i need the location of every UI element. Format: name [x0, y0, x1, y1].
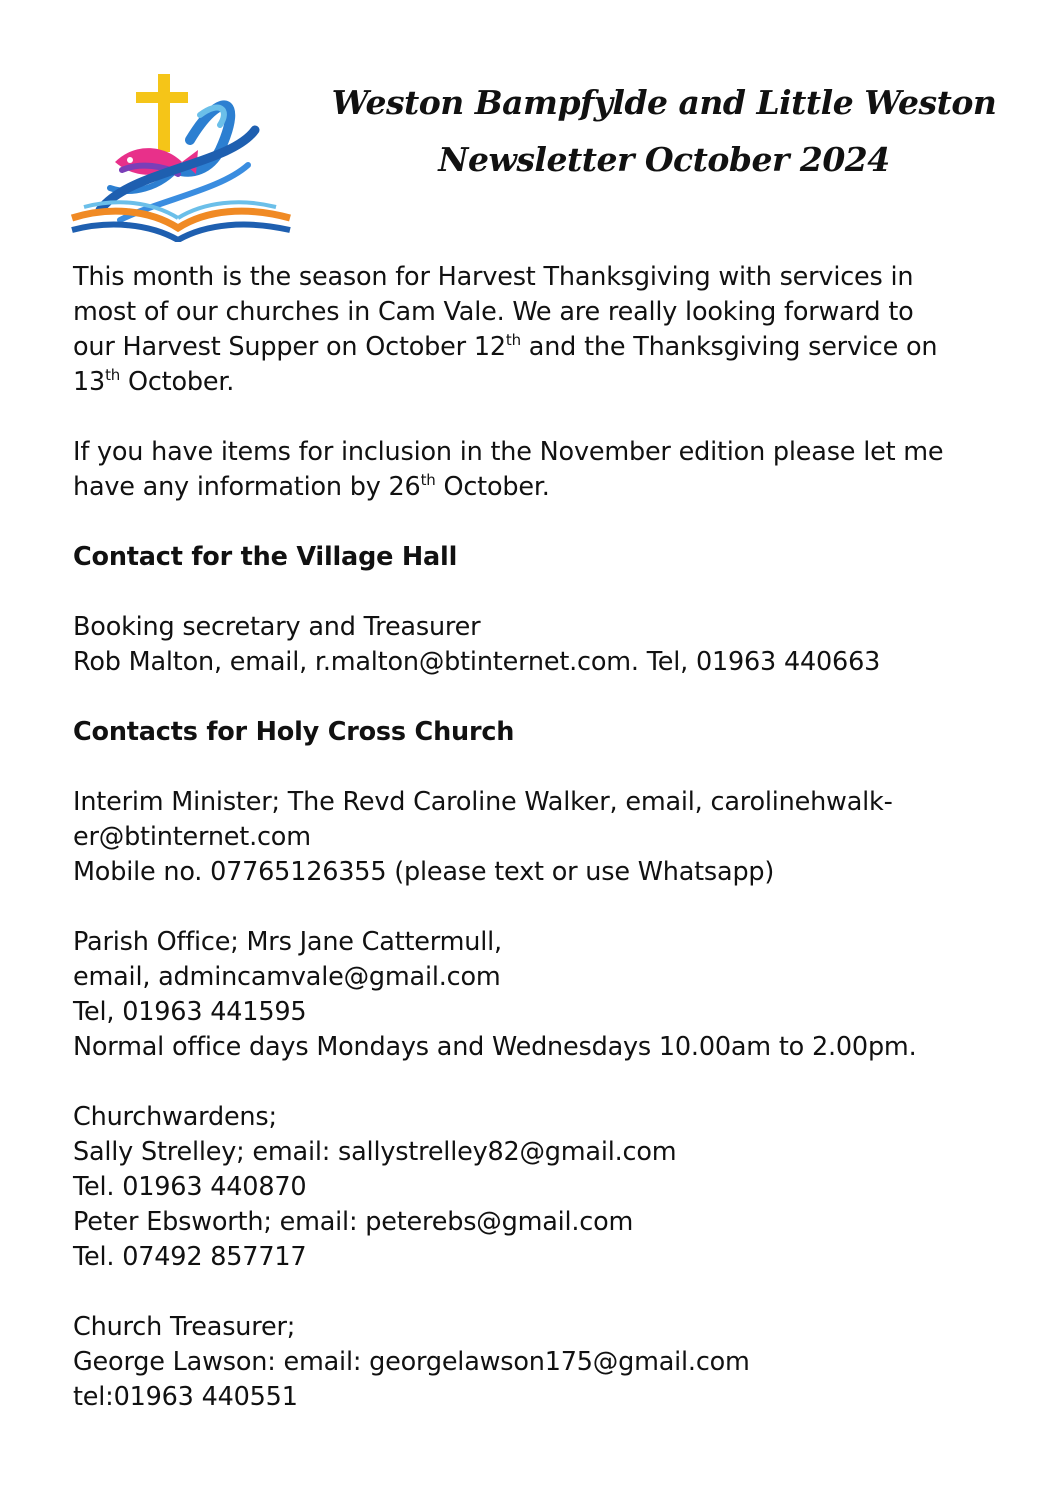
minister-line-2: er@btinternet.com [73, 822, 311, 852]
intro-line-2: most of our churches in Cam Vale. We are really looking forward to [73, 297, 914, 327]
intro-line-4b: October. [120, 367, 235, 397]
holy-cross-heading: Contacts for Holy Cross Church [73, 717, 515, 747]
treasurer-contact [73, 1310, 1033, 1415]
village-hall-line-2: Rob Malton, email, r.malton@btinternet.com. Tel, 01963 440663 [73, 647, 881, 677]
title-line-2: Newsletter October 2024 [438, 140, 890, 179]
village-hall-heading: Contact for the Village Hall [73, 542, 458, 572]
minister-line-3: Mobile no. 07765126355 (please text or use Whatsapp) [73, 857, 775, 887]
inclusion-line-2b: October. [435, 472, 550, 502]
minister-contact [73, 785, 1033, 890]
intro-line-4 [73, 365, 1033, 400]
treasurer-line-1: Church Treasurer; [73, 1312, 296, 1342]
intro-line-3 [73, 330, 1033, 365]
churchwardens-contact [73, 1100, 1033, 1275]
office-line-1: Parish Office; Mrs Jane Cattermull, [73, 927, 502, 957]
inclusion-line-1: If you have items for inclusion in the November edition please let me [73, 437, 944, 467]
wardens-line-3: Tel. 01963 440870 [73, 1172, 307, 1202]
inclusion-line-2 [73, 470, 1033, 505]
ordinal-suffix: th [420, 471, 436, 489]
inclusion-line-2a: have any information by 26 [73, 472, 421, 502]
treasurer-line-2: George Lawson: email: georgelawson175@gmail.com [73, 1347, 750, 1377]
village-hall-contact [73, 610, 1033, 680]
office-line-3: Tel, 01963 441595 [73, 997, 307, 1027]
inclusion-paragraph [73, 435, 1033, 505]
wardens-line-2: Sally Strelley; email: sallystrelley82@gmail.com [73, 1137, 677, 1167]
church-logo-icon [70, 70, 292, 242]
newsletter-body [73, 260, 1033, 1450]
ordinal-suffix: th [105, 366, 121, 384]
village-hall-line-1: Booking secretary and Treasurer [73, 612, 481, 642]
parish-office-contact [73, 925, 1033, 1065]
office-line-4: Normal office days Mondays and Wednesdays 10.00am to 2.00pm. [73, 1032, 917, 1062]
title-line-1: Weston Bampfylde and Little Weston [331, 83, 997, 122]
intro-line-1: This month is the season for Harvest Thanksgiving with services in [73, 262, 914, 292]
office-line-2: email, admincamvale@gmail.com [73, 962, 501, 992]
minister-line-1: Interim Minister; The Revd Caroline Walker, email, carolinehwalk- [73, 787, 893, 817]
intro-line-4a: 13 [73, 367, 106, 397]
intro-paragraph [73, 260, 1033, 400]
treasurer-line-3: tel:01963 440551 [73, 1382, 298, 1412]
newsletter-title [300, 74, 1028, 188]
intro-line-3b: and the Thanksgiving service on [520, 332, 938, 362]
wardens-line-5: Tel. 07492 857717 [73, 1242, 307, 1272]
ordinal-suffix: th [505, 331, 521, 349]
wardens-line-1: Churchwardens; [73, 1102, 277, 1132]
wardens-line-4: Peter Ebsworth; email: peterebs@gmail.com [73, 1207, 634, 1237]
intro-line-3a: our Harvest Supper on October 12 [73, 332, 506, 362]
